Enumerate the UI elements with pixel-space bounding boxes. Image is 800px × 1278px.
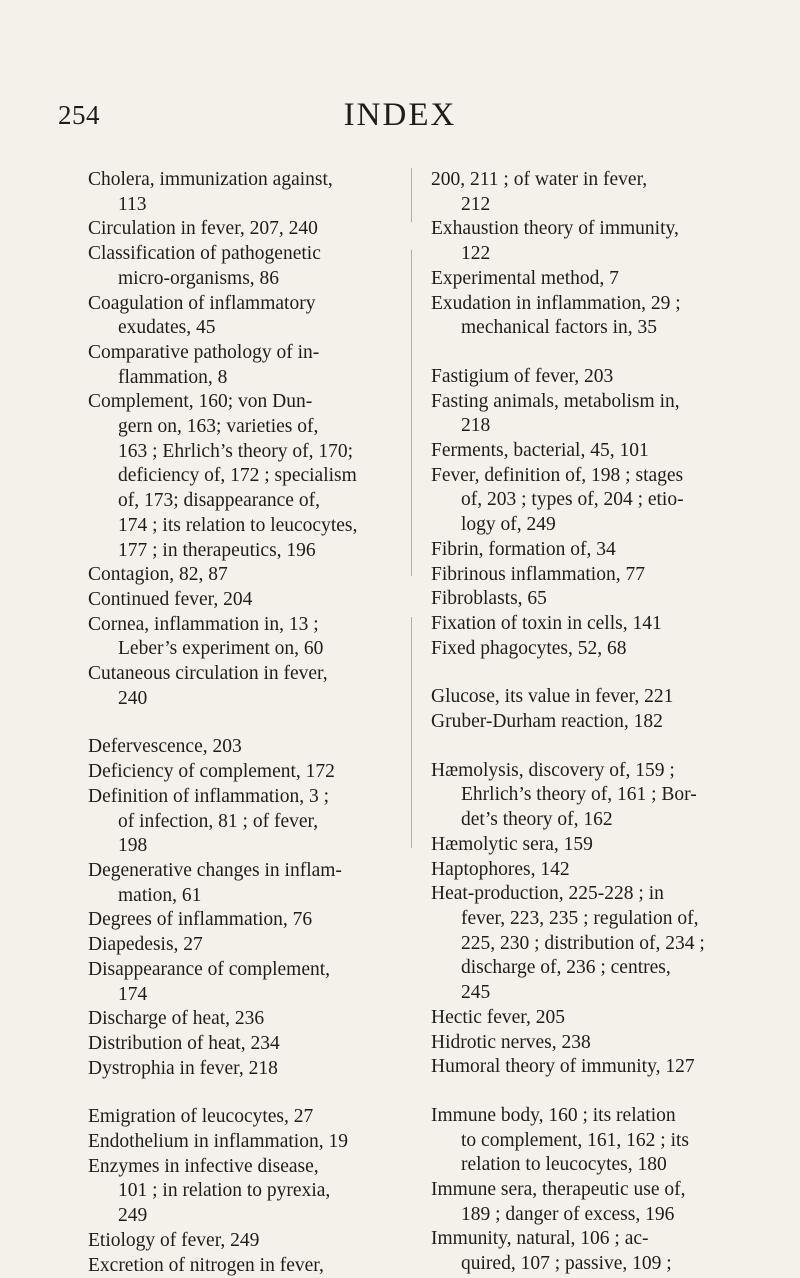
index-entry: [431, 1104, 766, 1178]
letter-group-gap: [88, 1081, 418, 1105]
index-line: Ehrlich’s theory of, 161 ; Bor-: [461, 784, 697, 806]
index-line: Hidrotic nerves, 238: [431, 1031, 591, 1053]
index-line: Comparative pathology of in-: [88, 341, 320, 363]
index-line: deficiency of, 172 ; specialism: [118, 465, 357, 487]
index-entry: [431, 217, 766, 266]
index-line: Defervescence, 203: [88, 736, 242, 758]
index-line: Disappearance of complement,: [88, 958, 331, 980]
index-line: Heat-production, 225-228 ; in: [431, 883, 664, 905]
index-entry: [431, 1006, 766, 1031]
index-line: Complement, 160; von Dun-: [88, 391, 313, 413]
index-line: 189 ; danger of excess, 196: [461, 1203, 675, 1225]
index-line: 174 ; its relation to leucocytes,: [118, 514, 358, 536]
index-line: Contagion, 82, 87: [88, 564, 228, 586]
index-line: Excretion of nitrogen in fever,: [88, 1254, 324, 1276]
index-line: 249: [118, 1205, 148, 1227]
index-line: quired, 107 ; passive, 109 ;: [461, 1253, 672, 1275]
index-line: Fixed phagocytes, 52, 68: [431, 637, 627, 659]
index-entry: [431, 563, 766, 588]
index-entry: [431, 1178, 766, 1227]
index-line: Cutaneous circulation in fever,: [88, 663, 328, 685]
index-line: Ferments, bacterial, 45, 101: [431, 440, 649, 462]
index-entry: [88, 933, 418, 958]
index-entry: [431, 1031, 766, 1056]
index-line: 174: [118, 983, 148, 1005]
index-line: micro-organisms, 86: [118, 267, 280, 289]
index-entry: [88, 908, 418, 933]
index-entry: [88, 760, 418, 785]
index-line: Definition of inflammation, 3 ;: [88, 785, 329, 807]
index-entry: [88, 1057, 418, 1082]
index-entry: [88, 588, 418, 613]
index-entry: [431, 685, 766, 710]
index-entry: [88, 735, 418, 760]
index-entry: [88, 785, 418, 859]
index-entry: [88, 242, 418, 291]
index-line: Fastigium of fever, 203: [431, 365, 614, 387]
index-line: Cornea, inflammation in, 13 ;: [88, 613, 319, 635]
index-line: 225, 230 ; distribution of, 234 ;: [461, 932, 705, 954]
index-line: exudates, 45: [118, 317, 216, 339]
index-entry: [88, 217, 418, 242]
index-line: logy of, 249: [461, 514, 556, 536]
index-entry: [431, 538, 766, 563]
index-line: Classification of pathogenetic: [88, 243, 321, 265]
index-entry: [88, 958, 418, 1007]
letter-group-gap: [431, 661, 766, 685]
index-entry: [88, 1155, 418, 1229]
letter-group-gap: [431, 341, 766, 365]
column-divider: [411, 168, 412, 848]
index-entry: [431, 439, 766, 464]
index-entry: [431, 168, 766, 217]
index-line: 177 ; in therapeutics, 196: [118, 539, 316, 561]
index-line: 101 ; in relation to pyrexia,: [118, 1180, 331, 1202]
letter-group-gap: [88, 711, 418, 735]
index-line: Humoral theory of immunity, 127: [431, 1056, 695, 1078]
page-title: INDEX: [343, 97, 457, 133]
letter-group-gap: [431, 1080, 766, 1104]
index-column-right: [431, 168, 766, 1277]
index-line: 113: [118, 193, 147, 215]
index-line: Exhaustion theory of immunity,: [431, 218, 679, 240]
index-line: Cholera, immunization against,: [88, 169, 333, 190]
index-entry: [431, 1227, 766, 1276]
index-entry: [88, 1007, 418, 1032]
index-entry: [88, 1032, 418, 1057]
index-entry: [431, 390, 766, 439]
index-line: Leber’s experiment on, 60: [118, 638, 324, 660]
index-line: Hæmolysis, discovery of, 159 ;: [431, 759, 675, 781]
index-entry: [431, 858, 766, 883]
index-entry: [88, 292, 418, 341]
index-line: Deficiency of complement, 172: [88, 761, 335, 783]
index-line: Hæmolytic sera, 159: [431, 833, 593, 855]
index-line: Diapedesis, 27: [88, 934, 203, 956]
index-line: Glucose, its value in fever, 221: [431, 686, 674, 708]
index-line: Endothelium in inflammation, 19: [88, 1131, 348, 1153]
index-line: fever, 223, 235 ; regulation of,: [461, 907, 699, 929]
index-line: to complement, 161, 162 ; its: [461, 1129, 690, 1151]
index-line: Continued fever, 204: [88, 588, 253, 610]
index-line: 212: [461, 193, 491, 215]
index-line: Fibrin, formation of, 34: [431, 538, 616, 560]
index-line: Gruber-Durham reaction, 182: [431, 711, 663, 733]
index-line: of, 203 ; types of, 204 ; etio-: [461, 489, 684, 511]
index-entry: [88, 662, 418, 711]
index-entry: [88, 1254, 418, 1278]
index-line: mechanical factors in, 35: [461, 317, 657, 339]
index-line: Degrees of inflammation, 76: [88, 909, 313, 931]
index-line: 198: [118, 835, 148, 857]
index-line: 240: [118, 687, 148, 709]
index-line: Immunity, natural, 106 ; ac-: [431, 1228, 649, 1250]
index-line: Experimental method, 7: [431, 267, 619, 289]
index-line: gern on, 163; varieties of,: [118, 416, 319, 438]
index-entry: [431, 637, 766, 662]
index-line: 245: [461, 982, 491, 1004]
index-line: Fasting animals, metabolism in,: [431, 390, 680, 412]
page-number: 254: [58, 100, 100, 130]
index-line: Fever, definition of, 198 ; stages: [431, 464, 684, 486]
index-line: 163 ; Ehrlich’s theory of, 170;: [118, 440, 354, 462]
index-entry: [88, 1229, 418, 1254]
index-entry: [431, 365, 766, 390]
index-line: of, 173; disappearance of,: [118, 490, 320, 512]
index-line: mation, 61: [118, 884, 202, 906]
index-entry: [88, 1130, 418, 1155]
index-line: Degenerative changes in inflam-: [88, 859, 342, 881]
index-entry: [88, 563, 418, 588]
index-column-left: [88, 168, 418, 1278]
index-line: Distribution of heat, 234: [88, 1032, 280, 1054]
index-entry: [431, 833, 766, 858]
index-line: 122: [461, 243, 491, 265]
index-entry: [88, 1105, 418, 1130]
index-entry: [431, 587, 766, 612]
index-entry: [88, 341, 418, 390]
index-line: flammation, 8: [118, 366, 228, 388]
index-entry: [431, 464, 766, 538]
index-entry: [431, 882, 766, 1006]
index-line: discharge of, 236 ; centres,: [461, 957, 671, 979]
index-line: relation to leucocytes, 180: [461, 1154, 667, 1176]
index-line: Dystrophia in fever, 218: [88, 1057, 278, 1079]
index-line: Fixation of toxin in cells, 141: [431, 612, 662, 634]
index-line: det’s theory of, 162: [461, 809, 613, 831]
index-line: Circulation in fever, 207, 240: [88, 218, 318, 240]
index-line: Exudation in inflammation, 29 ;: [431, 292, 681, 314]
index-entry: [88, 168, 418, 217]
index-line: Haptophores, 142: [431, 858, 570, 880]
index-entry: [431, 292, 766, 341]
index-line: Immune sera, therapeutic use of,: [431, 1179, 686, 1201]
index-line: Fibrinous inflammation, 77: [431, 563, 645, 585]
index-line: Immune body, 160 ; its relation: [431, 1104, 676, 1126]
index-entry: [431, 612, 766, 637]
index-entry: [88, 859, 418, 908]
index-line: of infection, 81 ; of fever,: [118, 810, 319, 832]
index-line: 218: [461, 415, 491, 437]
index-line: Coagulation of inflammatory: [88, 292, 316, 314]
index-entry: [431, 267, 766, 292]
index-line: Hectic fever, 205: [431, 1006, 566, 1028]
index-entry: [431, 1055, 766, 1080]
index-line: Etiology of fever, 249: [88, 1229, 260, 1251]
letter-group-gap: [431, 735, 766, 759]
index-entry: [88, 390, 418, 563]
index-line: Fibroblasts, 65: [431, 588, 547, 610]
index-entry: [431, 710, 766, 735]
index-entry: [88, 613, 418, 662]
index-line: Enzymes in infective disease,: [88, 1155, 319, 1177]
index-line: 200, 211 ; of water in fever,: [431, 169, 648, 190]
index-line: Discharge of heat, 236: [88, 1008, 265, 1030]
index-line: Emigration of leucocytes, 27: [88, 1106, 314, 1128]
index-entry: [431, 759, 766, 833]
